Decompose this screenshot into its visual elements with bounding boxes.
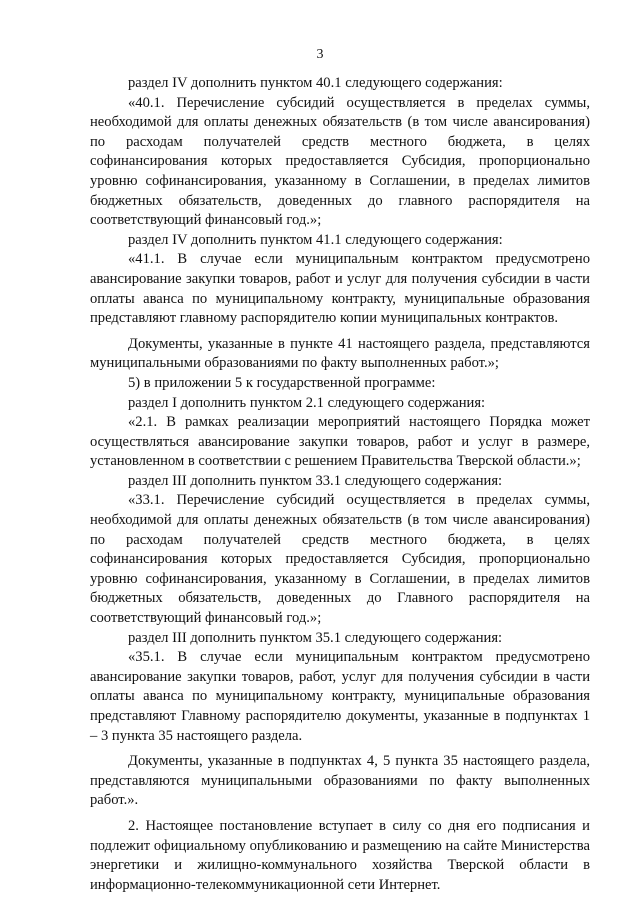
paragraph: «40.1. Перечисление субсидий осуществляется в пределах суммы, необходимой для оплаты денежных обязательств (в том числе авансирования) по расходам получателей средств местного бюджета, в целях софинансирования которых предоставляется Субсидия, пропорционально уровню софинансирования, указанному в Соглашении, в пределах лимитов бюджетных обязательств, доведенных до главного распорядителя на соответствующий финансовый год.»; (90, 94, 590, 229)
paragraph: 5) в приложении 5 к государственной программе: (128, 374, 436, 391)
paragraph: 2. Настоящее постановление вступает в силу со дня его подписания и подлежит официальному опубликованию и размещению на сайте Министерства энергетики и жилищно-коммунального хозяйства Тверской области в информационно-телекоммуникационной сети Интернет. (90, 817, 590, 893)
document-body (90, 74, 590, 895)
paragraph: «33.1. Перечисление субсидий осуществляется в пределах суммы, необходимой для оплаты денежных обязательств (в том числе авансирования) по расходам получателей средств местного бюджета, в целях софинансирования которых предоставляется Субсидия, пропорционально уровню софинансирования, указанному в Соглашении, в пределах лимитов бюджетных обязательств, доведенных до Главного распорядителя на соответствующий финансовый год.»; (90, 492, 590, 627)
paragraph: «2.1. В рамках реализации мероприятий настоящего Порядка может осуществляться авансирование закупки товаров, работ и услуг в размере, установленном в соответствии с решением Правительства Тверской области.»; (90, 414, 590, 470)
paragraph: «41.1. В случае если муниципальным контрактом предусмотрено авансирование закупки товаров, работ и услуг для получения субсидии в части оплаты аванса по муниципальному контракту, муниципальные образования представляют главному распорядителю копии муниципальных контрактов. (90, 251, 590, 327)
paragraph: Документы, указанные в пункте 41 настоящего раздела, представляются муниципальными образованиями по факту выполненных работ.»; (90, 335, 590, 372)
paragraph: раздел III дополнить пунктом 35.1 следующего содержания: (128, 629, 503, 646)
paragraph: раздел IV дополнить пунктом 40.1 следующего содержания: (128, 75, 503, 91)
page-number: 3 (316, 47, 324, 62)
paragraph: раздел III дополнить пунктом 33.1 следующего содержания: (128, 472, 503, 489)
paragraph: раздел IV дополнить пунктом 41.1 следующего содержания: (128, 231, 503, 248)
paragraph: раздел I дополнить пунктом 2.1 следующего содержания: (128, 394, 486, 411)
paragraph: Документы, указанные в подпунктах 4, 5 пункта 35 настоящего раздела, представляются муниципальными образованиями по факту выполненных работ.». (90, 753, 590, 809)
paragraph: «35.1. В случае если муниципальным контрактом предусмотрено авансирование закупки товаров, работ, услуг для получения субсидии в части оплаты аванса по муниципальному контракту, муниципальные образования представляют Главному распорядителю документы, указанные в подпунктах 1 – 3 пункта 35 настоящего раздела. (90, 649, 590, 744)
